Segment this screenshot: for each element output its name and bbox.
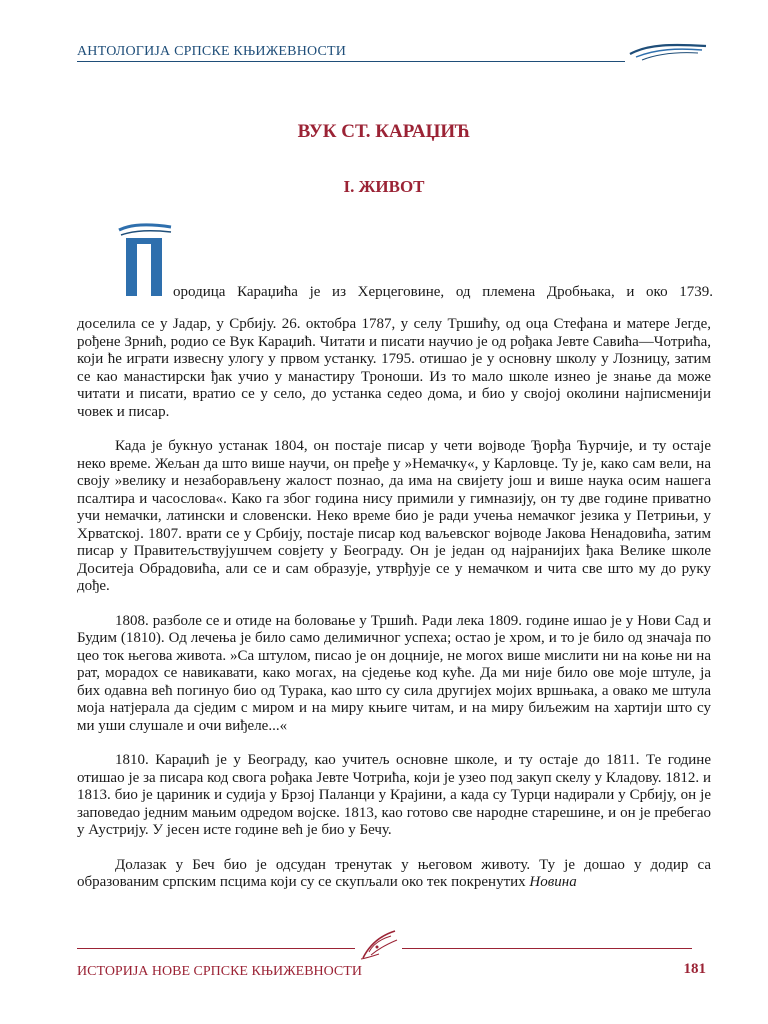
wave-flourish-icon [628,40,708,62]
italic-title: Новина [529,874,577,890]
paragraph-text: Долазак у Беч био је одсудан тренутак у његовом животу. Ту је дошао у додир са образованим српским псцима који су се скупљали око тек покренутих [77,856,711,890]
feather-quill-icon [357,928,401,962]
paragraph: доселила се у Јадар, у Србију. 26. октобра 1787, у селу Тршићу, од оца Стефана и матере Јегде, рођене Зрнић, родио се Вук Караџић. Читати и писати научио је од рођака Јевте Савића—Чотрића, који ће играти извесну улогу у првом устанку. 1795. отишао је у основну школу у Лозницу, затим се као манастирски ђак учио у манастиру Троноши. Из то мало школе изнео је знање да може читати и писати, вратио се у село, до устанка седео дома, и био у својој околини најписменији човек и писар. [77,316,711,420]
paragraph [77,857,711,892]
dropcap-letter-icon [117,222,173,302]
article-body [77,316,711,909]
page-title: ВУК СТ. КАРАЏИЋ [297,121,471,142]
header-rule [77,61,625,62]
first-line-text: ородица Караџића је из Херцеговине, од племена Дробњака, и око 1739. [173,284,713,300]
section-title: I. ЖИВОТ [343,177,425,196]
footer-rule-left [77,948,355,949]
paragraph: Када је букнуо устанак 1804, он постаје писар у чети војводе Ђорђа Ћурчије, и ту остаје неко време. Жељан да што више научи, он пређе у »Немачку«, у Карловце. Ту је, како сам вели, на своју »велику и незаборављену жалост познао, да има на свијету још и више наука осим нашега псалтира и часослова«. Како га због година нису примили у гимназију, он ту две године приватно учи немачки, латински и словенски. Неко време био је ради учења немачког језика у Петрињи, у Хрватској. 1807. врати се у Србију, постаје писар код ваљевског војводе Јакова Ненадовића, затим писар у Правитељствујушчем совјету у Београду. Он је један од најранијих ђака Велике школе Доситеја Обрадовића, али се и сам образује, утврђује се у немачком и чита све што му до руку дође. [77,438,711,594]
footer-title: ИСТОРИЈА НОВЕ СРПСКЕ КЊИЖЕВНОСТИ [77,964,362,979]
footer-rule-right [402,948,692,949]
paragraph: 1808. разболе се и отиде на боловање у Тршић. Ради лека 1809. године ишао је у Нови Сад и Будим (1810). Од лечења је било само делимичног успеха; остао је хром, и то је било од значаја по цео ток његова живота. »Са штулом, писао је он доцније, не могох више мислити ни на коње ни на рат, морадох се навикавати, како могах, на сједење код куће. Да ми није било ове моје штуле, ја бих одавна већ погинуо био од Турака, као што су сила другијех мојих вршњака, а овако ме штула моја натјерала да сједим с миром и на миру књиге читам, и на миру биљежим на хартији што су ми уши слушале и очи виђеле...« [77,612,711,734]
header-title: АНТОЛОГИЈА СРПСКЕ КЊИЖЕВНОСТИ [77,44,347,59]
paragraph: 1810. Караџић је у Београду, као учитељ основне школе, и ту остаје до 1811. Те године отишао је за писара код свога рођака Јевте Чотрића, који је узео под закуп скелу у Кладову. 1812. и 1813. био је цариник и судија у Брзој Паланци у Крајини, а када су Турци надирали у Србију, он је заповедао једним мањим одредом војске. 1813, као готово све народне старешине, и он је пребегао у Аустрију. У јесен исте године већ је био у Бечу. [77,752,711,838]
page-number: 181 [683,961,706,977]
